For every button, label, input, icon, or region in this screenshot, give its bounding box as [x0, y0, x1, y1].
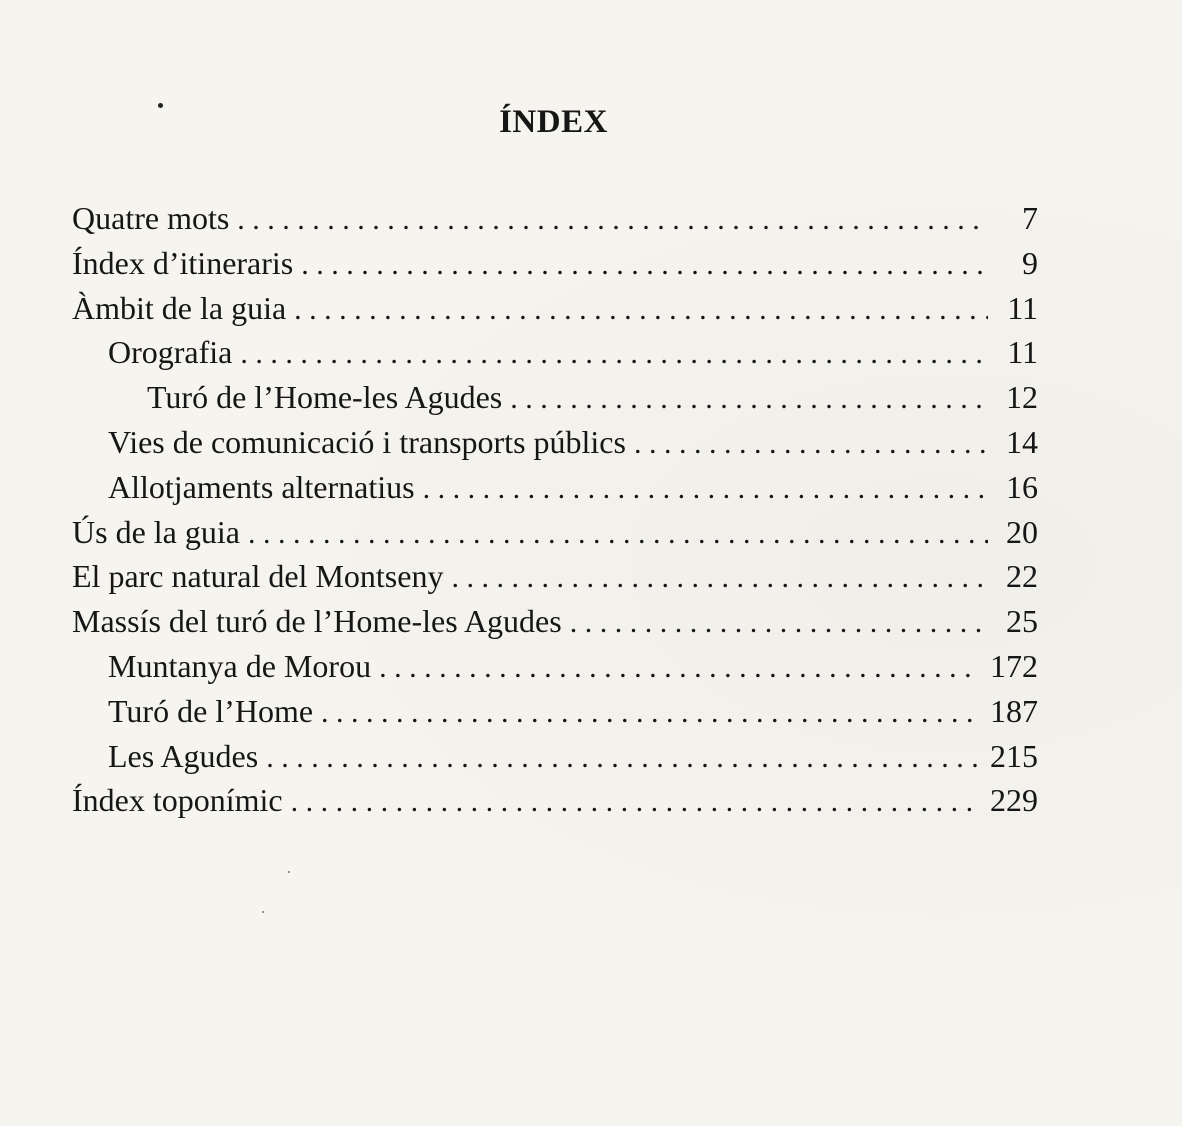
- toc-entry-page-number: 172: [990, 648, 1038, 684]
- toc-entry: [108, 644, 1038, 688]
- toc-entry: [72, 241, 1038, 285]
- toc-entry: [72, 286, 1038, 330]
- toc-entry: [108, 689, 1038, 733]
- toc-entry: [108, 420, 1038, 464]
- toc-entry-page-number: 22: [1006, 558, 1038, 595]
- toc-entry-page-number: 7: [1022, 200, 1038, 236]
- dot-leader: [240, 332, 988, 376]
- toc-entry-page-number: 14: [1006, 424, 1038, 460]
- toc-entry-label: Ús de la guia: [72, 513, 240, 550]
- toc-entry-label: Turó de l’Home-les Agudes: [147, 379, 503, 416]
- toc-entry: [72, 778, 1038, 822]
- toc-entry-page-number: 9: [1022, 244, 1038, 281]
- toc-entry: [72, 599, 1038, 643]
- toc-entry: [147, 375, 1038, 419]
- dot-leader: [634, 422, 988, 466]
- toc-entry-label: Allotjaments alternatius: [108, 468, 415, 505]
- toc-entry-label: Àmbit de la guia: [72, 289, 287, 326]
- ink-speck: [288, 871, 290, 873]
- toc-entry-page-number: 229: [990, 782, 1038, 819]
- dot-leader: [291, 780, 980, 824]
- toc-entry: [108, 465, 1038, 509]
- toc-entry-page-number: 187: [990, 692, 1038, 729]
- toc-entry-label: Quatre mots: [72, 200, 230, 236]
- dot-leader: [294, 288, 988, 332]
- toc-entry-label: Índex d’itineraris: [72, 244, 294, 281]
- toc-entry: [108, 734, 1038, 778]
- toc-entry: [72, 510, 1038, 554]
- ink-speck: [262, 911, 264, 913]
- dot-leader: [248, 512, 988, 556]
- toc-entry-label: Massís del turó de l’Home-les Agudes: [72, 603, 562, 640]
- dot-leader: [237, 198, 988, 242]
- toc-entry-label: El parc natural del Montseny: [72, 558, 444, 595]
- dot-leader: [301, 243, 988, 287]
- toc-entry: [108, 330, 1038, 374]
- dot-leader: [510, 377, 988, 421]
- toc-entry-label: Orografia: [108, 334, 233, 371]
- dot-leader: [379, 646, 980, 690]
- toc-entry-page-number: 16: [1006, 468, 1038, 505]
- toc-entry-label: Muntanya de Morou: [108, 648, 372, 684]
- toc-entry-page-number: 20: [1006, 513, 1038, 550]
- toc-entry: [72, 554, 1038, 598]
- toc-entry-page-number: 12: [1006, 379, 1038, 416]
- toc-entry-page-number: 11: [1007, 334, 1038, 371]
- toc-entry-label: Vies de comunicació i transports públics: [108, 424, 626, 460]
- toc-entry-page-number: 11: [1007, 289, 1038, 326]
- dot-leader: [570, 601, 988, 645]
- toc-entry-label: Les Agudes: [108, 737, 259, 774]
- toc-entry-page-number: 25: [1006, 603, 1038, 640]
- toc-entry-label: Turó de l’Home: [108, 692, 314, 729]
- toc-entry: [72, 196, 1038, 240]
- dot-leader: [321, 691, 980, 735]
- index-title: ÍNDEX: [499, 104, 608, 140]
- dot-leader: [266, 736, 980, 780]
- dot-leader: [451, 556, 988, 600]
- dot-leader: [423, 467, 988, 511]
- toc-entry-page-number: 215: [990, 737, 1038, 774]
- toc-entry-label: Índex toponímic: [72, 782, 283, 819]
